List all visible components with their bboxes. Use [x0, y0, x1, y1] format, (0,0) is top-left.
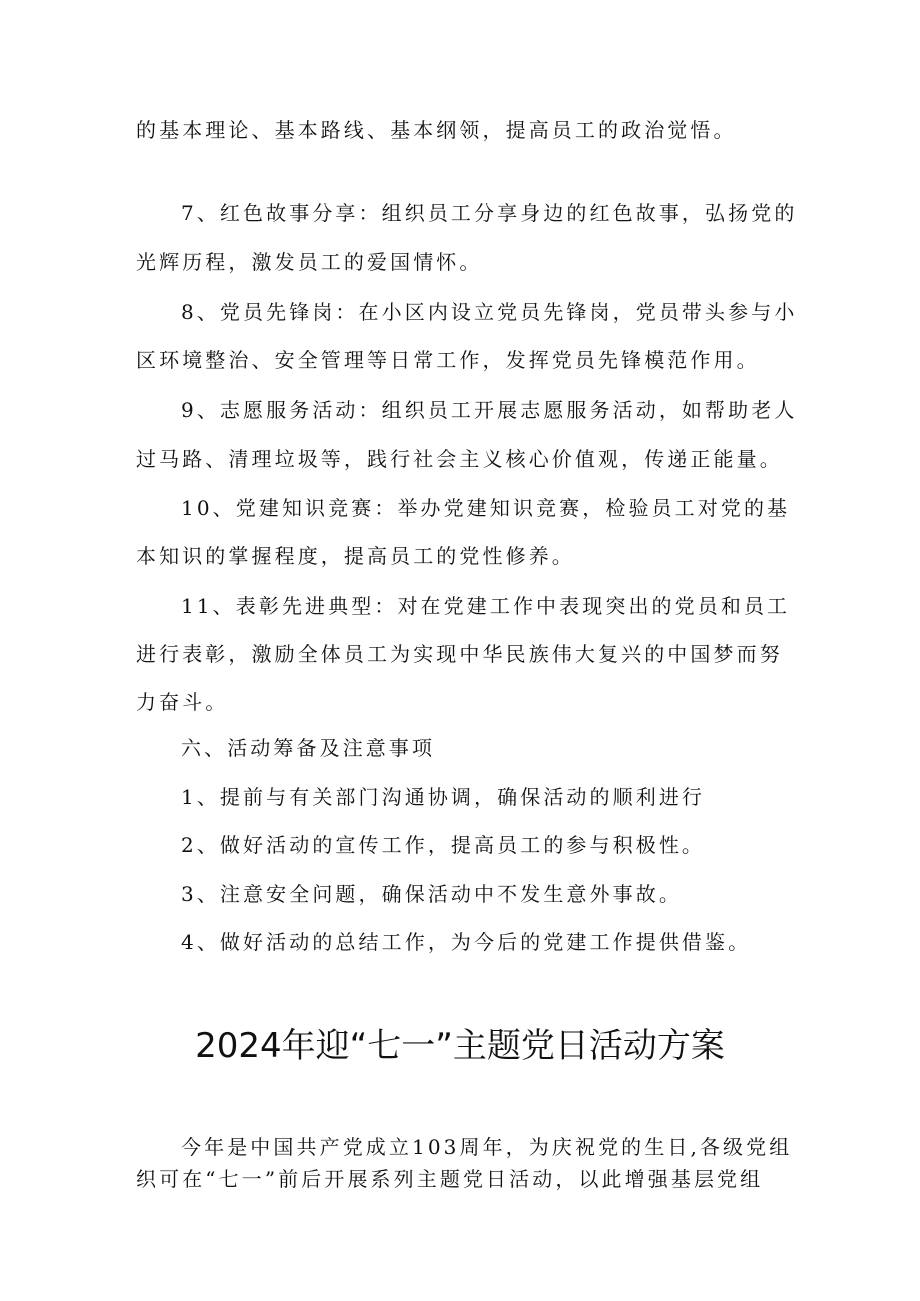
text-line: 力奋斗。 [136, 690, 229, 714]
text-line: 1、提前与有关部门沟通协调，确保活动的顺利进行 [181, 785, 706, 809]
page-title: 2024年迎“七一”主题党日活动方案 [195, 1026, 725, 1066]
text-line: 8、党员先锋岗：在小区内设立党员先锋岗，党员带头参与小 [181, 300, 798, 324]
text-line: 的基本理论、基本路线、基本纲领，提高员工的政治觉悟。 [136, 118, 737, 142]
text-line: 织可在“七一”前后开展系列主题党日活动，以此增强基层党组 [136, 1167, 764, 1191]
text-line: 光辉历程，激发员工的爱国情怀。 [136, 250, 483, 274]
section-heading: 六、活动筹备及注意事项 [181, 736, 436, 760]
text-line: 进行表彰，激励全体员工为实现中华民族伟大复兴的中国梦而努 [136, 642, 783, 666]
text-line: 4、做好活动的总结工作，为今后的党建工作提供借鉴。 [181, 930, 752, 954]
text-line: 3、注意安全问题，确保活动中不发生意外事故。 [181, 882, 682, 906]
text-line: 11、表彰先进典型：对在党建工作中表现突出的党员和员工 [181, 594, 791, 618]
text-line: 过马路、清理垃圾等，践行社会主义核心价值观，传递正能量。 [136, 447, 783, 471]
text-line: 2、做好活动的宣传工作，提高员工的参与积极性。 [181, 833, 706, 857]
text-line: 7、红色故事分享：组织员工分享身边的红色故事，弘扬党的 [181, 201, 798, 225]
text-line: 9、志愿服务活动：组织员工开展志愿服务活动，如帮助老人 [181, 398, 798, 422]
text-line: 今年是中国共产党成立103周年，为庆祝党的生日,各级党组 [181, 1135, 793, 1159]
text-line: 本知识的掌握程度，提高员工的党性修养。 [136, 544, 575, 568]
text-line: 10、党建知识竞赛：举办党建知识竞赛，检验员工对党的基 [181, 496, 791, 520]
text-line: 区环境整治、安全管理等日常工作，发挥党员先锋模范作用。 [136, 348, 760, 372]
